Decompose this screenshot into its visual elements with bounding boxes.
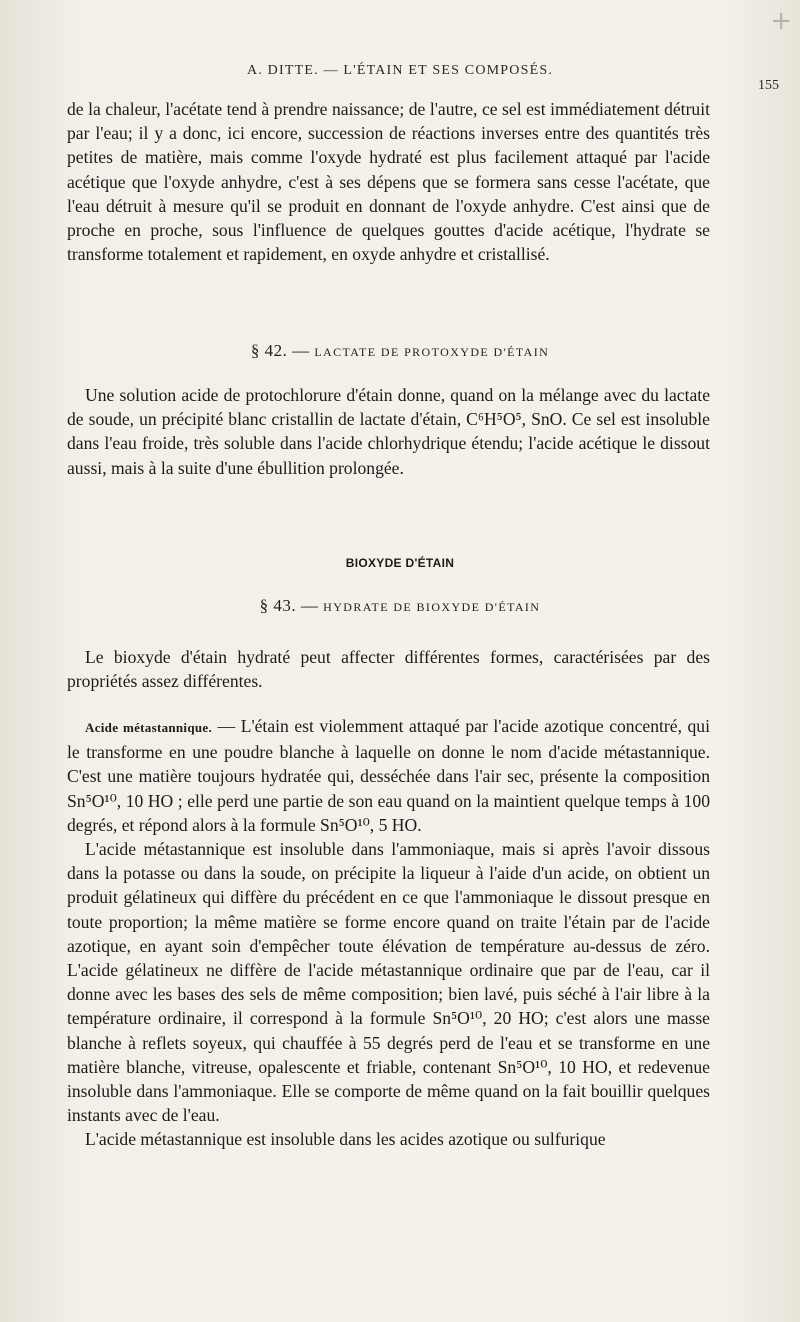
metastannic-paragraph-3: L'acide métastannique est insoluble dans les acides azotique ou sulfurique — [85, 1129, 606, 1150]
section-43-dash: — — [300, 596, 319, 615]
intro-block — [67, 97, 710, 266]
section-42-title: LACTATE DE PROTOXYDE D'ÉTAIN — [314, 345, 550, 359]
running-header: A. DITTE. — L'ÉTAIN ET SES COMPOSÉS. — [246, 63, 554, 78]
section-42-block — [67, 383, 710, 480]
metastannic-p1-text: — L'étain est violemment attaqué par l'acide azotique concentré, qui le transforme en une poudre blanche à laquelle on donne le nom d'acide métastannique. C'est une matière toujours hydratée qui, desséchée dans l'air sec, présente la composition Sn⁵O¹⁰, 10 HO ; elle perd une partie de son eau quand on la maintient quelque temps à 100 degrés, et répond alors à la formule Sn⁵O¹⁰, 5 HO. — [67, 716, 710, 835]
corner-pencil-mark: + — [770, 6, 792, 36]
section-43-body: Le bioxyde d'étain hydraté peut affecter différentes formes, caractérisées par des propriétés assez différentes. — [67, 647, 710, 692]
section-42-body: Une solution acide de protochlorure d'étain donne, quand on la mélange avec du lactate de soude, un précipité blanc cristallin de lactate d'étain, C⁶H⁵O⁵, SnO. Ce sel est insoluble dans l'eau froide, très soluble dans l'acide chlorhydrique étendu; l'acide acétique le dissout aussi, mais à la suite d'une ébullition prolongée. — [67, 385, 710, 478]
section-42-heading — [0, 341, 800, 361]
section-42-dash: — — [292, 341, 310, 360]
metastannic-paragraph-1 — [67, 714, 710, 837]
section-43-title: HYDRATE DE BIOXYDE D'ÉTAIN — [323, 600, 541, 614]
chapter-heading: BIOXYDE D'ÉTAIN — [345, 556, 455, 570]
metastannic-block — [67, 714, 710, 1152]
page-number: 155 — [758, 78, 779, 93]
section-43-heading — [0, 596, 800, 616]
section-43-block — [67, 645, 710, 693]
section-43-number: § 43. — [259, 596, 297, 615]
metastannic-lead: Acide métastannique. — [85, 720, 213, 735]
intro-paragraph: de la chaleur, l'acétate tend à prendre naissance; de l'autre, ce sel est immédiatement détruit par l'eau; il y a donc, ici encore, succession de réactions inverses entre des quantités très petites de matière, mais comme l'oxyde hydraté est plus facilement attaqué par l'acide acétique que l'oxyde anhydre, c'est à ses dépens que se formera sans cesse l'acétate, que l'eau détruit à mesure qu'il se produit en donnant de l'oxyde anhydre. C'est ainsi que de proche en proche, sous l'influence de quelques gouttes d'acide acétique, l'hydrate se transforme totalement et rapidement, en oxyde anhydre et cristallisé. — [67, 99, 710, 265]
section-42-number: § 42. — [250, 341, 288, 360]
metastannic-paragraph-2: L'acide métastannique est insoluble dans l'ammoniaque, mais si après l'avoir dissous dans la potasse ou dans la soude, on précipite la liqueur à l'aide d'un acide, on obtient un produit gélatineux qui diffère du précédent en ce que l'ammoniaque le dissout presque en toute proportion; la même matière se forme encore quand on traite l'étain par de l'acide azotique, en ayant soin d'empêcher toute élévation de température au-dessus de zéro. L'acide gélatineux ne diffère de l'acide métastannique ordinaire que par de l'eau, car il donne avec les bases des sels de même composition; bien lavé, puis séché à l'air libre à la température ordinaire, il correspond à la formule Sn⁵O¹⁰, 20 HO; c'est alors une masse blanche à reflets soyeux, qui chauffée à 55 degrés perd de l'eau et se transforme en une matière blanche, vitreuse, opalescente et friable, contenant Sn⁵O¹⁰, 10 HO, et redevenue insoluble dans l'ammoniaque. Elle se comporte de même quand on la fait bouillir quelques instants avec de l'eau. — [67, 839, 710, 1126]
